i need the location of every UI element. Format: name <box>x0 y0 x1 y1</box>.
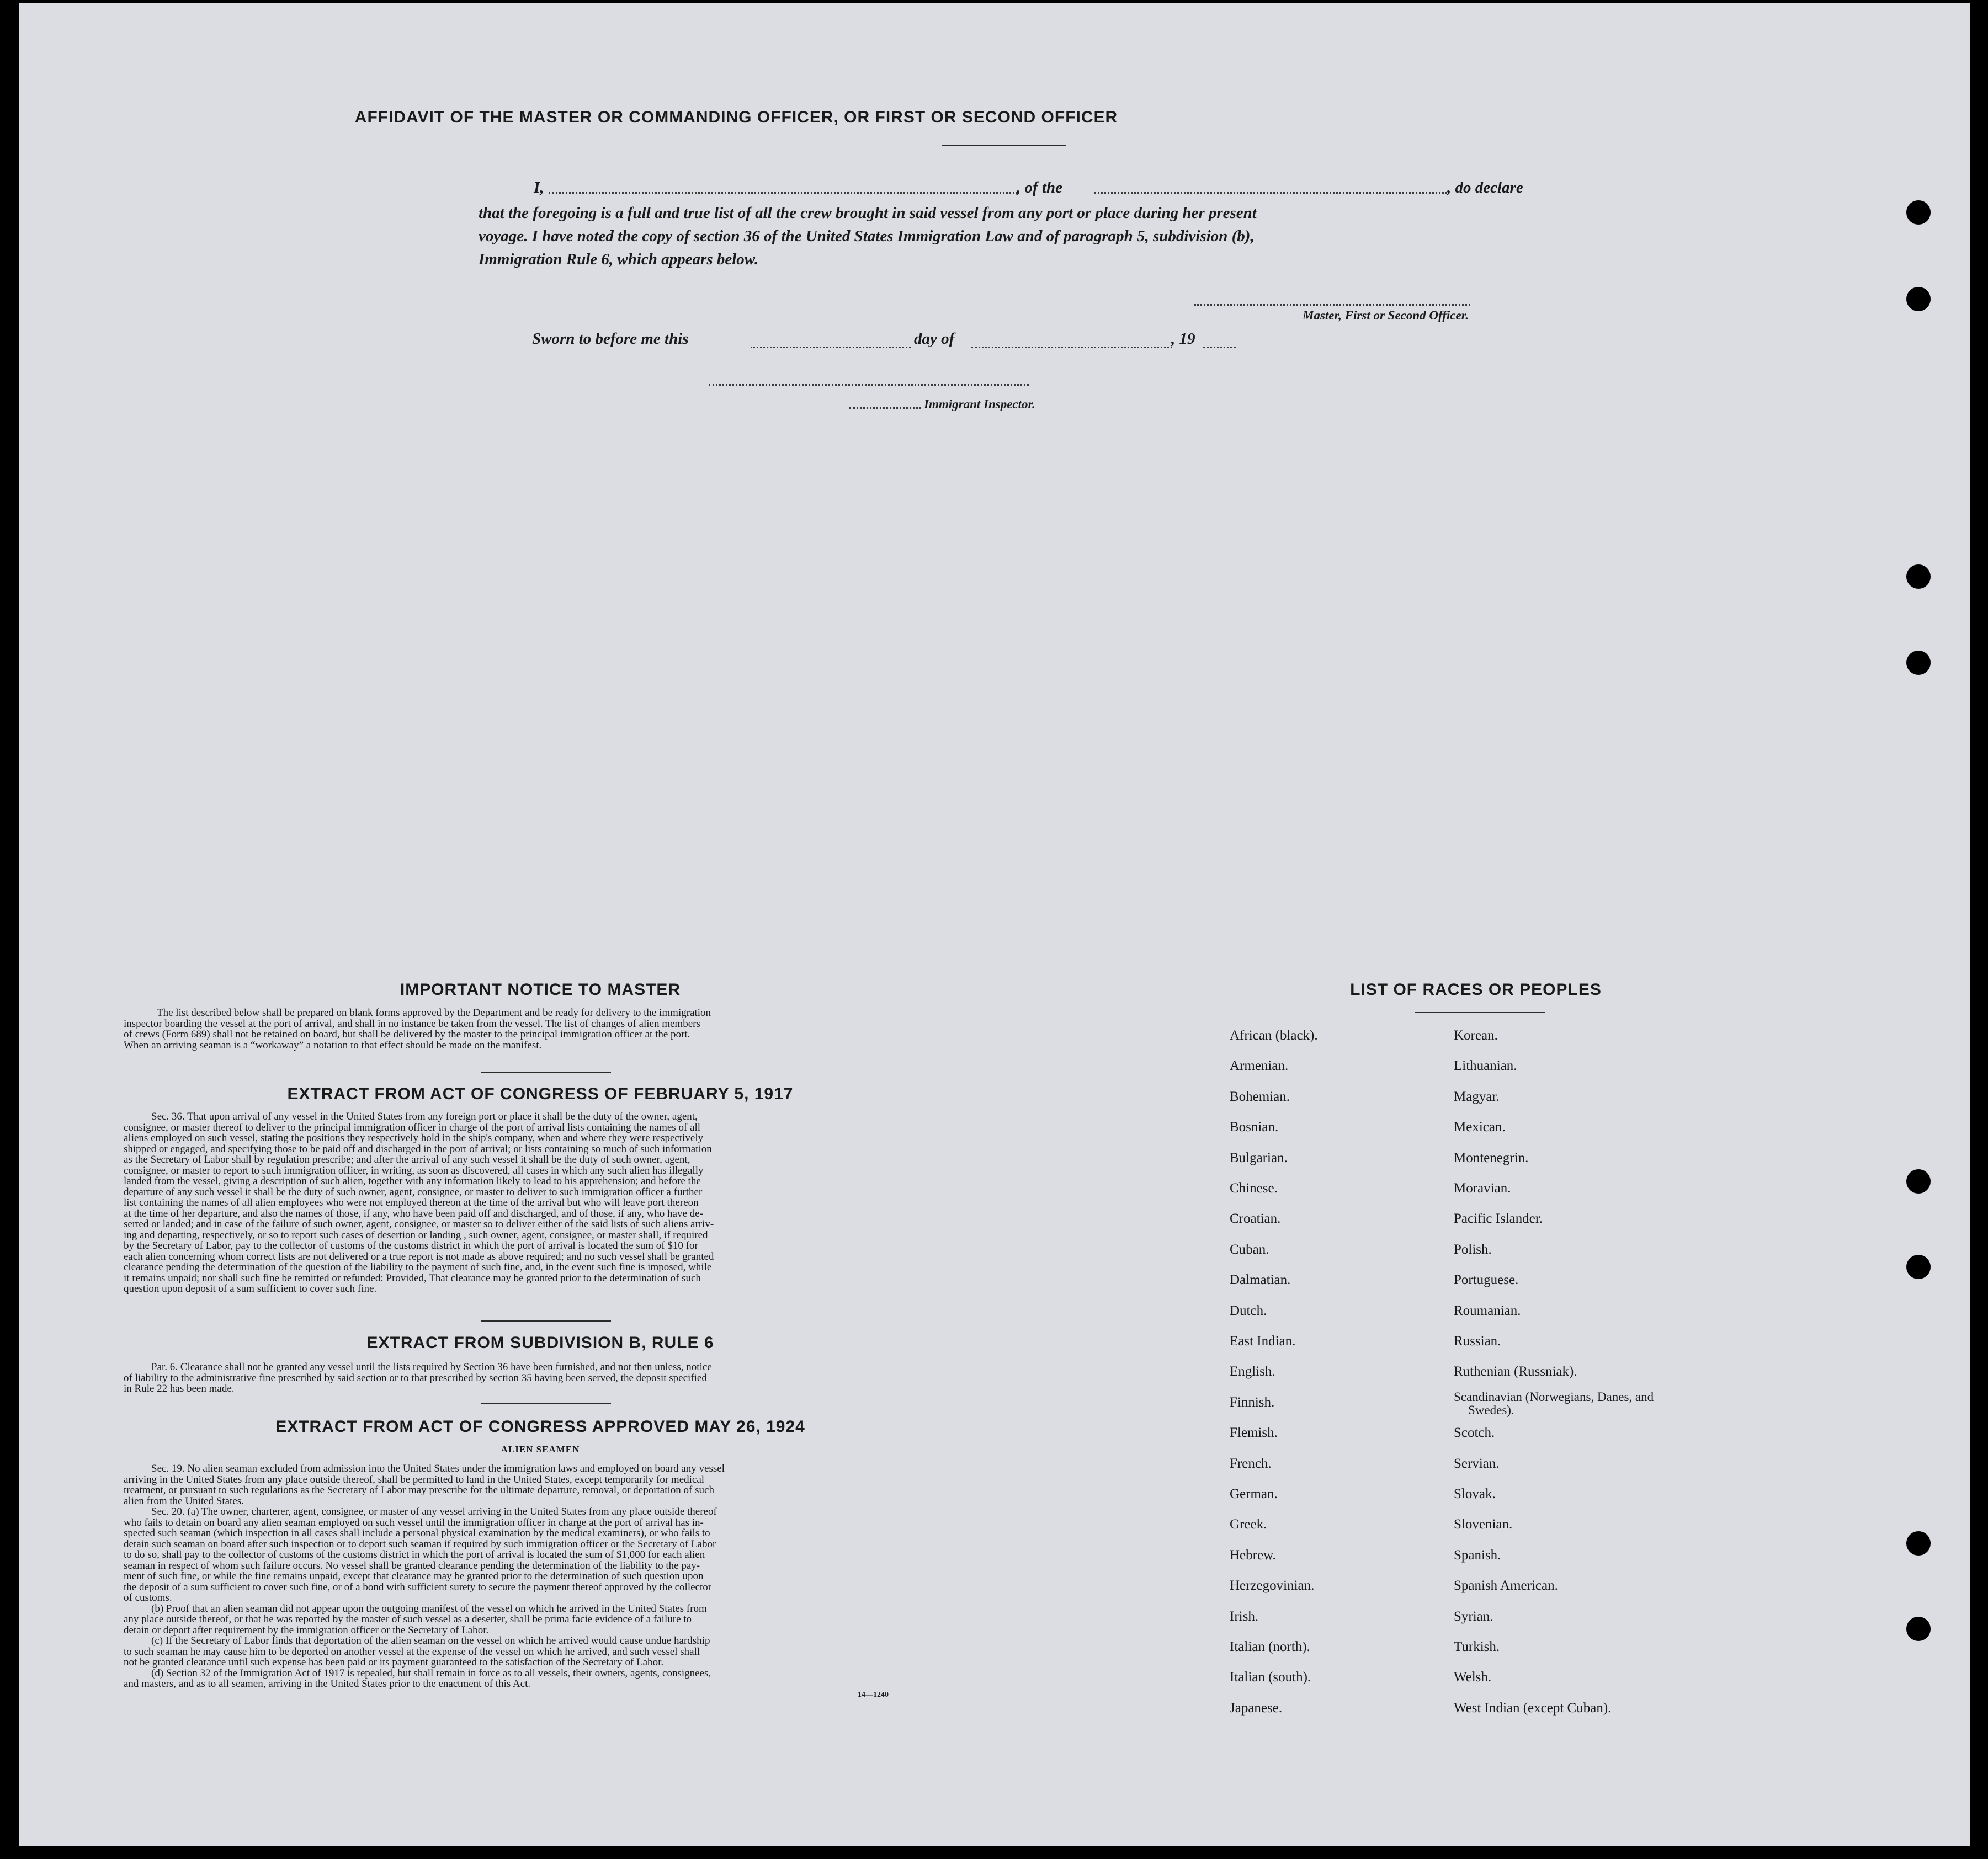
extract-1924-line: ment of such fine, or while the fine remains unpaid, except that clearance may be granted prior to the determination of such question upon <box>124 1570 704 1582</box>
race-entry: Magyar. <box>1454 1089 1500 1104</box>
race-entry: Slovenian. <box>1454 1517 1513 1532</box>
of-the-label: , of the <box>1017 179 1062 196</box>
extract-1917-title: EXTRACT FROM ACT OF CONGRESS OF FEBRUARY 5, 1917 <box>287 1085 794 1103</box>
race-entry: Montenegrin. <box>1454 1150 1529 1165</box>
race-entry: Slovak. <box>1454 1487 1496 1501</box>
race-entry: Dalmatian. <box>1230 1272 1291 1287</box>
extract-1924-line: any place outside thereof, or that he was reported by the master of such vessel as a deserter, shall be prima facie evidence of a failure to <box>124 1613 692 1625</box>
race-entry: Spanish American. <box>1454 1578 1558 1593</box>
extract-1924-line: to do so, shall pay to the collector of customs of the customs district in which the port of arrival is located the sum of $1,000 for each alien <box>124 1549 705 1560</box>
alien-seamen-subtitle: ALIEN SEAMEN <box>501 1444 580 1455</box>
inspector-signature-line <box>709 384 1029 386</box>
race-entry: Turkish. <box>1454 1639 1500 1654</box>
inspector-label: Immigrant Inspector. <box>924 397 1035 411</box>
extract-1924-line: Sec. 20. (a) The owner, charterer, agent, consignee, or master of any vessel arriving in the United States from any place outside thereof <box>151 1506 717 1517</box>
race-entry: Irish. <box>1230 1609 1259 1624</box>
extract-1917-line: consignee, or master to report to such immigration officer, in writing, as soon as discovered, all cases in which any such alien has illegally <box>124 1164 704 1176</box>
extract-1924-line: alien from the United States. <box>124 1495 244 1507</box>
extract-1917-line: question upon deposit of a sum sufficient to cover such fine. <box>124 1283 377 1295</box>
extract-1924-line: seaman in respect of whom such failure occurs. No vessel shall be granted clearance pending the determination of the liability to the pay- <box>124 1559 700 1572</box>
extract-rule6-body <box>124 1362 952 1394</box>
extract-rule6-title: EXTRACT FROM SUBDIVISION B, RULE 6 <box>366 1334 714 1352</box>
extract-1917-line: departure of any such vessel it shall be the duty of such owner, agent, consignee, or master to deliver to such immigration officer a further <box>124 1186 703 1198</box>
sworn-label: Sworn to before me this <box>532 330 689 348</box>
notice-line: When an arriving seaman is a “workaway” a notation to that effect should be made on the manifest. <box>124 1039 542 1051</box>
race-entry: Bosnian. <box>1230 1120 1279 1134</box>
race-entry: Japanese. <box>1230 1701 1283 1716</box>
race-entry: Croatian. <box>1230 1211 1281 1226</box>
document-page <box>19 3 1970 1846</box>
race-entry: East Indian. <box>1230 1334 1296 1349</box>
binder-hole <box>1906 1169 1931 1194</box>
extract-1924-line: (c) If the Secretary of Labor finds that deportation of the alien seaman on the vessel on which he arrived would cause undue hardship <box>151 1635 710 1647</box>
extract-1924-line: of customs. <box>124 1592 172 1604</box>
race-entry: Scandinavian (Norwegians, Danes, and Swedes). <box>1454 1390 1654 1417</box>
race-entry: Flemish. <box>1230 1425 1278 1440</box>
notice-line: inspector boarding the vessel at the port of arrival, and shall in no instance be taken from the vessel. The list of changes of alien members <box>124 1018 700 1030</box>
extract-1917-line: list containing the names of all alien employees who were not employed thereon at the time of the arrival but who will leave port thereon <box>124 1197 699 1208</box>
extract-1924-line: not be granted clearance until such expense has been paid or its payment guaranteed to the satisfaction of the Secretary of Labor. <box>124 1656 664 1668</box>
extract-1917-divider <box>481 1320 611 1322</box>
extract-1924-line: Sec. 19. No alien seaman excluded from admission into the United States under the immigration laws and employed on board any vessel <box>151 1463 725 1474</box>
title-underline <box>942 145 1066 146</box>
race-entry: Scotch. <box>1454 1425 1495 1440</box>
race-entry: Syrian. <box>1454 1609 1493 1624</box>
races-title-underline <box>1415 1012 1545 1013</box>
notice-line: The list described below shall be prepared on blank forms approved by the Department and be ready for delivery to the immigration <box>157 1007 711 1019</box>
race-entry: Italian (south). <box>1230 1670 1311 1685</box>
inspector-leader-line <box>849 407 921 409</box>
race-entry: Herzegovinian. <box>1230 1578 1315 1593</box>
extract-1924-line: spected such seaman (which inspection in all cases shall include a personal physical examination by the medical examiners), or who fails to <box>124 1527 710 1539</box>
extract-rule6-line: of liability to the administrative fine prescribed by said section or to that prescribed by section 35 having been served, the deposit specified <box>124 1372 707 1384</box>
extract-1917-line: each alien concerning whom correct lists are not delivered or a true report is not made as above required; and no such vessel shall be granted <box>124 1250 714 1263</box>
notice-divider <box>481 1072 611 1073</box>
race-entry: African (black). <box>1230 1028 1318 1043</box>
race-entry: Ruthenian (Russniak). <box>1454 1364 1577 1379</box>
extract-1924-line: and masters, and as to all seamen, arriving in the United States prior to the enactment of this Act. <box>124 1678 531 1690</box>
master-signature-line <box>1194 304 1470 306</box>
binder-hole <box>1906 1617 1931 1641</box>
race-entry: Greek. <box>1230 1517 1267 1532</box>
extract-1917-line: as the Secretary of Labor shall by regulation prescribe; and after the arrival of any such vessel it shall be the duty of such owner, agent, <box>124 1154 690 1165</box>
extract-1924-line: the deposit of a sum sufficient to cover such fine, or of a bond with sufficient surety to secure the payment thereof approved by the collector <box>124 1581 712 1593</box>
extract-1924-line: arriving in the United States from any place outside thereof, shall be permitted to land in the United States, except temporarily for medical <box>124 1473 705 1485</box>
race-entry: Bulgarian. <box>1230 1150 1288 1165</box>
extract-1917-line: consignee, or master thereof to deliver to the principal immigration officer in charge of the port of arrival lists containing the names of all <box>124 1121 701 1133</box>
name-blank <box>549 192 1018 194</box>
extract-1917-line: shipped or engaged, and specifying those to be paid off and discharged in the port of arrival; or lists containing so much of such information <box>124 1143 712 1155</box>
race-entry: German. <box>1230 1487 1278 1501</box>
extract-rule6-line: Par. 6. Clearance shall not be granted any vessel until the lists required by Section 36 have been furnished, and not then unless, notice <box>151 1361 712 1373</box>
notice-title: IMPORTANT NOTICE TO MASTER <box>400 981 681 999</box>
affidavit-title: AFFIDAVIT OF THE MASTER OR COMMANDING OFFICER, OR FIRST OR SECOND OFFICER <box>354 108 1118 126</box>
notice-body <box>124 1008 952 1051</box>
extract-1924-line: detain or deport after requirement by the immigration officer or the Secretary of Labor. <box>124 1624 489 1636</box>
race-entry: Armenian. <box>1230 1058 1289 1073</box>
extract-1924-line: treatment, or pursuant to such regulations as the Secretary of Labor may prescribe for the ultimate departure, removal, or deportation of such <box>124 1484 714 1496</box>
binder-hole <box>1906 651 1931 675</box>
vessel-blank <box>1094 192 1447 194</box>
sworn-day-blank <box>751 347 911 348</box>
extract-1917-line: aliens employed on such vessel, stating the positions they respectively hold in the ship's company, when and where they were respectively <box>124 1132 704 1144</box>
race-entry: Korean. <box>1454 1028 1498 1043</box>
sworn-month-blank <box>971 347 1172 348</box>
declaration-line-3: Immigration Rule 6, which appears below. <box>479 251 759 268</box>
notice-line: of crews (Form 689) shall not be retained on board, but shall be delivered by the master to the principal immigration officer at the port. <box>124 1029 690 1040</box>
race-entry: English. <box>1230 1364 1275 1379</box>
race-entry: Servian. <box>1454 1456 1500 1471</box>
race-entry: Mexican. <box>1454 1120 1506 1134</box>
year-label: , 19 <box>1171 330 1195 348</box>
race-entry: Hebrew. <box>1230 1548 1276 1563</box>
race-entry: West Indian (except Cuban). <box>1454 1701 1612 1716</box>
extract-1924-line: (d) Section 32 of the Immigration Act of 1917 is repealed, but shall remain in force as to all vessels, their owners, agents, consignees, <box>151 1667 711 1679</box>
race-entry: Dutch. <box>1230 1303 1267 1318</box>
extract-1917-line: clearance pending the determination of the question of the liability to the payment of such fine, and, in the event such fine is imposed, while <box>124 1261 712 1273</box>
master-signature-label: Master, First or Second Officer. <box>1303 308 1469 322</box>
declaration-line-2: voyage. I have noted the copy of section 36 of the United States Immigration Law and of paragraph 5, subdivision (b), <box>479 227 1255 245</box>
extract-1924-body <box>124 1463 952 1690</box>
extract-1924-line: who fails to detain on board any alien seaman employed on such vessel until the immigration officer in charge at the port of arrival has in- <box>124 1516 704 1528</box>
declaration-line-1: that the foregoing is a full and true list of all the crew brought in said vessel from any port or place during her present <box>479 204 1257 222</box>
extract-1917-line: by the Secretary of Labor, pay to the collector of customs of the customs district in which the port of arrival is located the sum of $10 for <box>124 1240 698 1251</box>
binder-hole <box>1906 287 1931 311</box>
race-entry: Spanish. <box>1454 1548 1501 1563</box>
sworn-year-blank <box>1203 347 1236 348</box>
day-of-label: day of <box>914 330 955 348</box>
extract-rule6-line: in Rule 22 has been made. <box>124 1383 235 1394</box>
do-declare-label: , do declare <box>1447 179 1523 196</box>
extract-1917-line: Sec. 36. That upon arrival of any vessel in the United States from any foreign port or place it shall be the duty of the owner, agent, <box>151 1111 698 1122</box>
binder-hole <box>1906 200 1931 225</box>
binder-hole <box>1906 564 1931 589</box>
extract-1924-line: to such seaman he may cause him to be deported on another vessel at the expense of the vessel on which he arrived, and such vessel shall <box>124 1645 700 1658</box>
race-entry: Moravian. <box>1454 1181 1511 1196</box>
extract-1917-line: serted or landed; and in case of the failure of such owner, agent, consignee, or master so to deliver either of the said lists of such aliens arriv- <box>124 1218 714 1230</box>
race-entry: French. <box>1230 1456 1272 1471</box>
race-entry: Finnish. <box>1230 1395 1275 1410</box>
race-entry: Polish. <box>1454 1242 1492 1257</box>
race-entry: Roumanian. <box>1454 1303 1521 1318</box>
binder-hole <box>1906 1255 1931 1279</box>
binder-hole <box>1906 1531 1931 1556</box>
race-entry: Portuguese. <box>1454 1272 1519 1287</box>
race-entry: Pacific Islander. <box>1454 1211 1543 1226</box>
race-entry: Lithuanian. <box>1454 1058 1517 1073</box>
extract-1917-line: at the time of her departure, and also the names of those, if any, who have been paid off and discharged, and of those, if any, who have de- <box>124 1207 703 1219</box>
race-entry: Bohemian. <box>1230 1089 1290 1104</box>
races-title: LIST OF RACES OR PEOPLES <box>1350 981 1602 999</box>
i-label: I, <box>534 179 544 196</box>
extract-1924-title: EXTRACT FROM ACT OF CONGRESS APPROVED MAY 26, 1924 <box>275 1418 805 1436</box>
race-entry: Welsh. <box>1454 1670 1492 1685</box>
race-entry: Italian (north). <box>1230 1639 1310 1654</box>
extract-1924-line: detain such seaman on board after such inspection or to deport such seaman if required by such immigration officer or the Secretary of Labor <box>124 1538 716 1550</box>
extract-1917-body <box>124 1111 952 1295</box>
extract-1924-line: (b) Proof that an alien seaman did not appear upon the outgoing manifest of the vessel on which he arrived in the United States from <box>151 1602 707 1615</box>
form-number: 14—1240 <box>858 1691 889 1699</box>
extract-rule6-divider <box>481 1403 611 1404</box>
race-entry: Russian. <box>1454 1334 1501 1349</box>
extract-1917-line: ing and departing, respectively, or so to report such cases of desertion or landing , such owner, agent, consignee, or master shall, if required <box>124 1229 708 1241</box>
race-entry: Chinese. <box>1230 1181 1278 1196</box>
race-entry: Cuban. <box>1230 1242 1269 1257</box>
extract-1917-line: it remains unpaid; nor shall such fine be remitted or refunded: Provided, That clearance may be granted prior to the determination of such <box>124 1272 701 1284</box>
extract-1917-line: landed from the vessel, giving a description of such alien, together with any information likely to lead to his apprehension; and before the <box>124 1175 701 1187</box>
